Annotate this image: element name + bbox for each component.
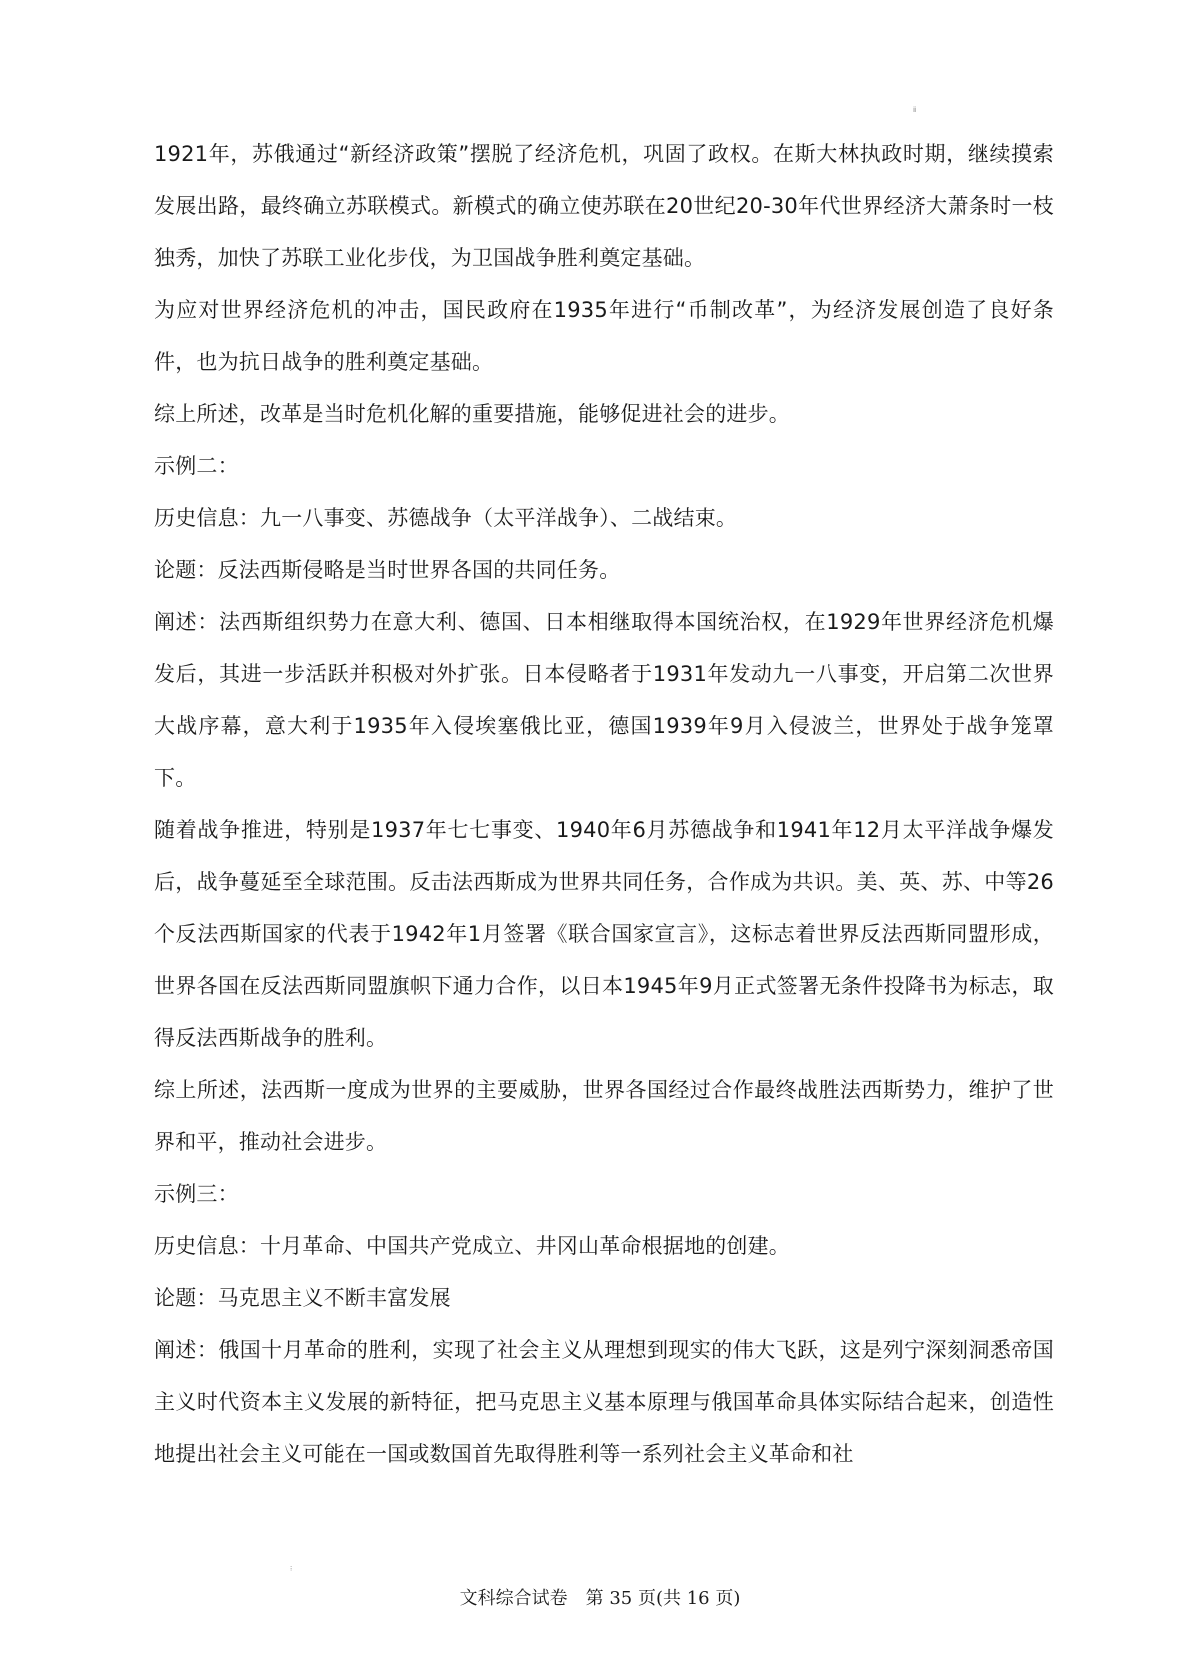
example-2-conclusion: 综上所述，法西斯一度成为世界的主要威胁，世界各国经过合作最终战胜法西斯势力，维护了世界和平，推动社会进步。 xyxy=(154,1078,1054,1154)
document-body xyxy=(154,128,1054,1480)
example-2-elaboration-1: 阐述：法西斯组织势力在意大利、德国、日本相继取得本国统治权，在1929年世界经济危机爆发后，其进一步活跃并积极对外扩张。日本侵略者于1931年发动九一八事变，开启第二次世界大战序幕，意大利于1935年入侵埃塞俄比亚，德国1939年9月入侵波兰，世界处于战争笼罩下。 xyxy=(154,610,1054,790)
example-3-thesis: 论题：马克思主义不断丰富发展 xyxy=(154,1286,451,1310)
page-footer: 文科综合试卷 第 35 页(共 16 页) xyxy=(459,1588,741,1609)
example-2-heading: 示例二： xyxy=(154,454,239,478)
example-3-heading: 示例三： xyxy=(154,1182,239,1206)
example-2-elaboration-2: 随着战争推进，特别是1937年七七事变、1940年6月苏德战争和1941年12月太平洋战争爆发后，战争蔓延至全球范围。反击法西斯成为世界共同任务，合作成为共识。美、英、苏、中等26个反法西斯国家的代表于1942年1月签署《联合国家宣言》，这标志着世界反法西斯同盟形成，世界各国在反法西斯同盟旗帜下通力合作，以日本1945年9月正式签署无条件投降书为标志，取得反法西斯战争的胜利。 xyxy=(154,818,1054,1050)
page-mark-top: ⅱ xyxy=(913,106,917,114)
example-2-thesis: 论题：反法西斯侵略是当时世界各国的共同任务。 xyxy=(154,558,621,582)
example-3-history-info: 历史信息：十月革命、中国共产党成立、井冈山革命根据地的创建。 xyxy=(154,1234,790,1258)
page-mark-bottom: ⁝ xyxy=(290,1565,293,1573)
example-2-history-info: 历史信息：九一八事变、苏德战争（太平洋战争）、二战结束。 xyxy=(154,506,738,530)
paragraph-3: 综上所述，改革是当时危机化解的重要措施，能够促进社会的进步。 xyxy=(154,402,790,426)
paragraph-1: 1921年，苏俄通过“新经济政策”摆脱了经济危机，巩固了政权。在斯大林执政时期，继续摸索发展出路，最终确立苏联模式。新模式的确立使苏联在20世纪20-30年代世界经济大萧条时一枝独秀，加快了苏联工业化步伐，为卫国战争胜利奠定基础。 xyxy=(154,142,1054,270)
paragraph-2: 为应对世界经济危机的冲击，国民政府在1935年进行“币制改革”，为经济发展创造了良好条件，也为抗日战争的胜利奠定基础。 xyxy=(154,298,1054,374)
example-3-elaboration: 阐述：俄国十月革命的胜利，实现了社会主义从理想到现实的伟大飞跃，这是列宁深刻洞悉帝国主义时代资本主义发展的新特征，把马克思主义基本原理与俄国革命具体实际结合起来，创造性地提出社会主义可能在一国或数国首先取得胜利等一系列社会主义革命和社 xyxy=(154,1338,1054,1466)
